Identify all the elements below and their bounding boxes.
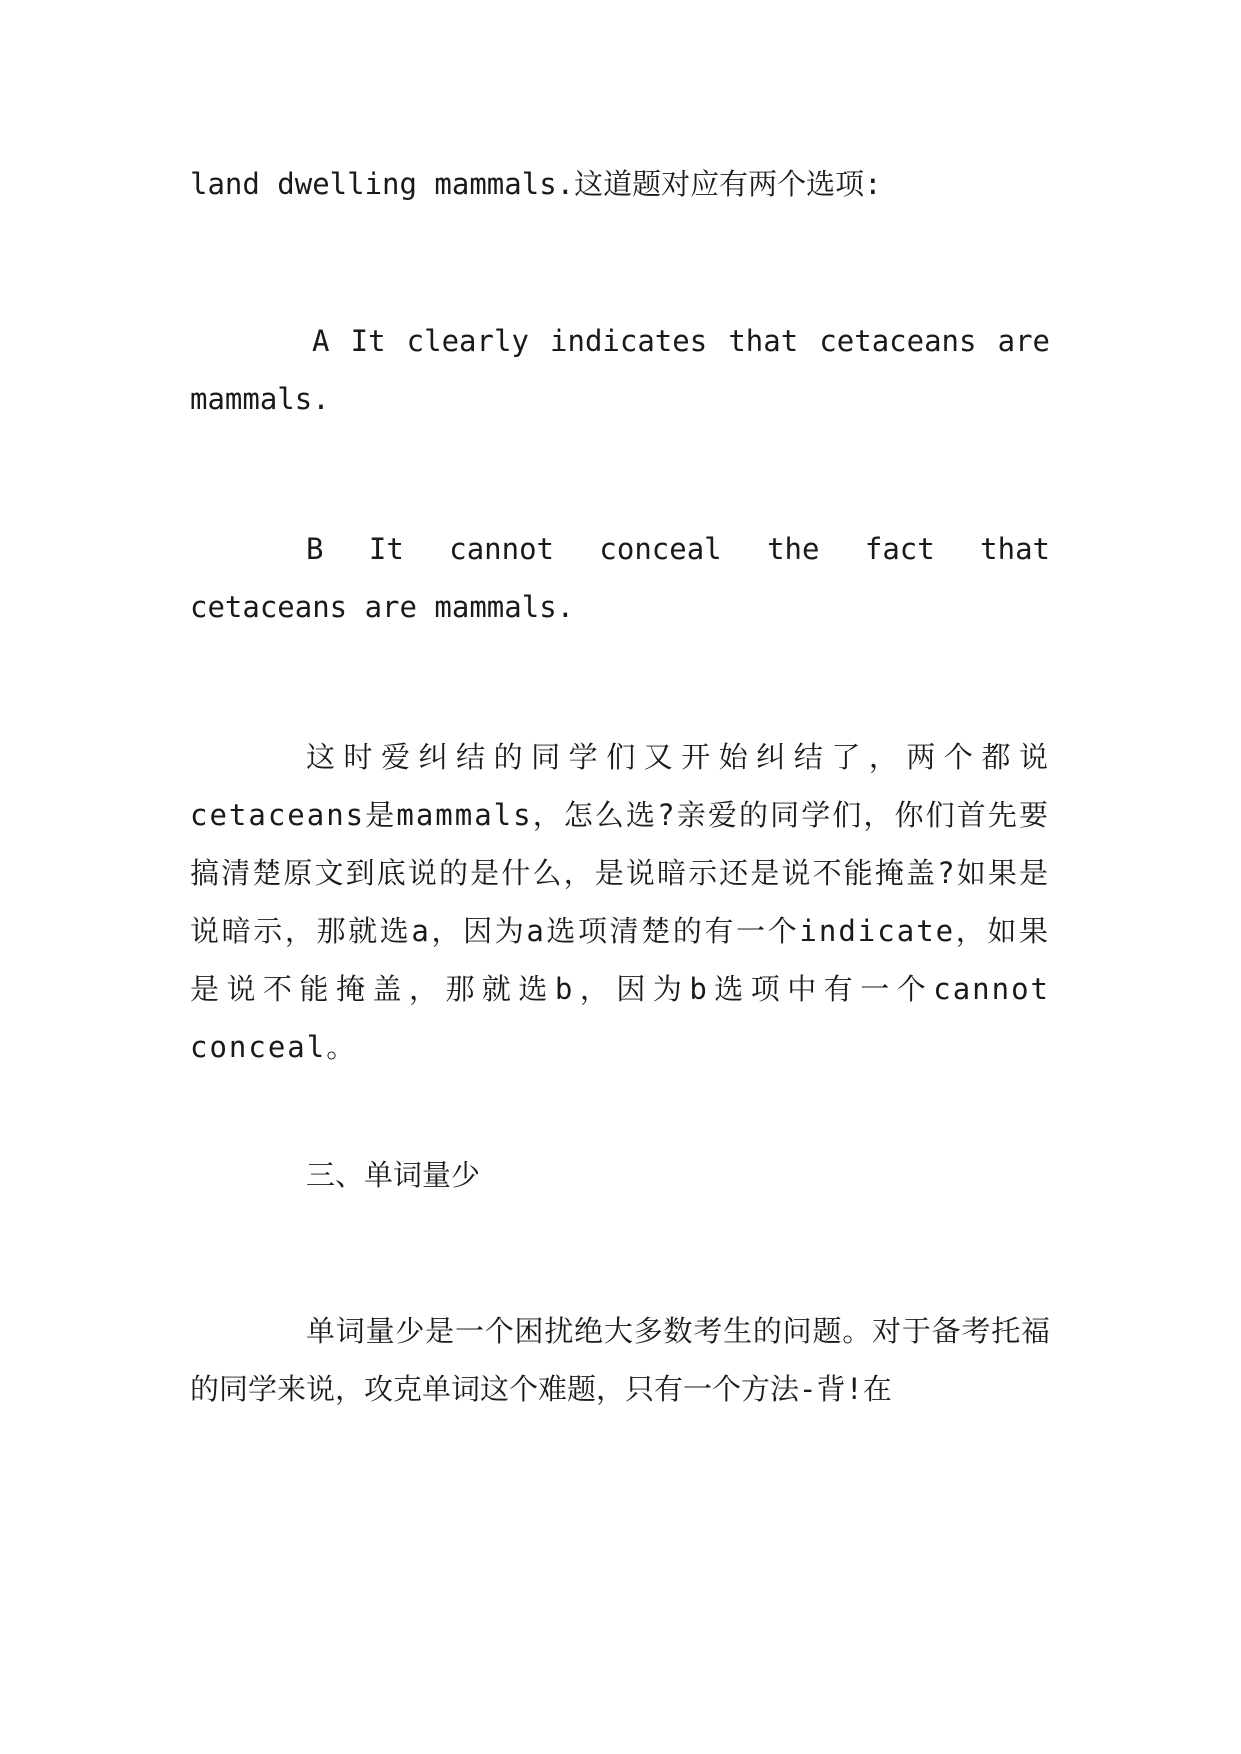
paragraph-continuation: land dwelling mammals.这道题对应有两个选项: (190, 167, 882, 201)
option-b-paragraph: B It cannot conceal the fact that cetaceans are mammals. (190, 532, 1050, 624)
vocabulary-paragraph: 单词量少是一个困扰绝大多数考生的问题。对于备考托福的同学来说，攻克单词这个难题，只有一个方法-背!在 (190, 1314, 1050, 1406)
option-a-paragraph: A It clearly indicates that cetaceans are mammals. (190, 324, 1050, 416)
explanation-paragraph: 这时爱纠结的同学们又开始纠结了，两个都说cetaceans是mammals，怎么选?亲爱的同学们，你们首先要搞清楚原文到底说的是什么，是说暗示还是说不能掩盖?如果是说暗示，那就选a，因为a选项清楚的有一个indicate，如果是说不能掩盖，那就选b，因为b选项中有一个cannot conceal。 (190, 740, 1050, 1064)
section-heading: 三、单词量少 (306, 1158, 481, 1192)
